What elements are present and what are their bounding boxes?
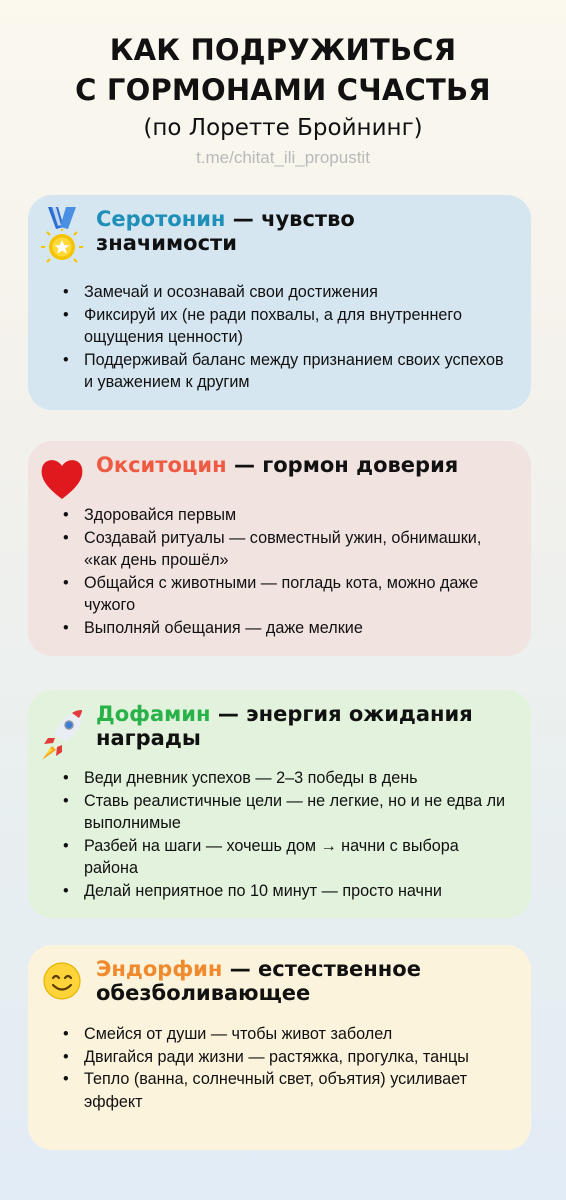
- list-item: • Разбей на шаги — хочешь дом → начни с выбора района: [63, 836, 459, 877]
- heading-rest: — чувство: [225, 207, 355, 231]
- heart-icon: [38, 447, 86, 507]
- tips-list: [60, 281, 515, 394]
- list-item: • Веди дневник успехов — 2–3 победы в день: [63, 769, 418, 787]
- list-item: • Делай неприятное по 10 минут — просто начни: [63, 881, 442, 900]
- card-endorphin: [28, 945, 531, 1150]
- rocket-icon: [38, 704, 86, 764]
- hormone-name: Дофамин: [96, 702, 211, 726]
- hormone-name: Эндорфин: [96, 957, 223, 981]
- list-item: • Ставь реалистичные цели — не легкие, но и не едва ли выполнимые: [63, 791, 506, 832]
- hormone-name: Окситоцин: [96, 453, 227, 477]
- card-heading: [96, 453, 511, 477]
- medal-icon: [38, 205, 86, 265]
- heading-rest: — естественное: [222, 957, 421, 981]
- heading-rest: — энергия ожидания: [210, 702, 473, 726]
- smiley-icon: [38, 951, 86, 1011]
- hormone-name: Серотонин: [96, 207, 226, 231]
- card-dopamine: [28, 690, 531, 918]
- list-item: • Выполняй обещания — даже мелкие: [63, 618, 363, 637]
- title-line-2: С ГОРМОНАМИ СЧАСТЬЯ: [75, 73, 491, 107]
- tips-list: [60, 504, 515, 639]
- tips-list: [60, 767, 515, 902]
- list-item: • Тепло (ванна, солнечный свет, объятия) усиливает эффект: [63, 1070, 468, 1111]
- subtitle: (по Лоретте Бройнинг): [143, 115, 423, 141]
- page-title: [0, 30, 566, 110]
- heading-rest: — гормон доверия: [226, 453, 459, 477]
- card-heading: [96, 207, 511, 255]
- list-item: • Общайся с животными — погладь кота, можно даже чужого: [63, 573, 479, 614]
- title-line-1: КАК ПОДРУЖИТЬСЯ: [109, 33, 457, 67]
- card-oxytocin: [28, 441, 531, 656]
- list-item: • Поддерживай баланс между признанием своих успехов и уважением к другим: [63, 350, 504, 391]
- heading-rest-line2: значимости: [96, 231, 237, 255]
- channel-link[interactable]: t.me/chitat_ili_propustit: [196, 148, 370, 167]
- list-item: • Замечай и осознавай свои достижения: [63, 283, 378, 301]
- card-heading: [96, 957, 511, 1005]
- tips-list: [60, 1023, 515, 1113]
- header: [0, 30, 566, 168]
- card-heading: [96, 702, 511, 750]
- list-item: • Фиксируй их (не ради похвалы, а для внутреннего ощущения ценности): [63, 305, 462, 346]
- list-item: • Здоровайся первым: [63, 506, 237, 524]
- list-item: • Двигайся ради жизни — растяжка, прогулка, танцы: [63, 1047, 469, 1066]
- list-item: • Создавай ритуалы — совместный ужин, обнимашки, «как день прошёл»: [63, 528, 482, 569]
- list-item: • Смейся от души — чтобы живот заболел: [63, 1025, 393, 1043]
- heading-rest-line2: награды: [96, 726, 201, 750]
- heading-rest-line2: обезболивающее: [96, 981, 311, 1005]
- card-serotonin: [28, 195, 531, 410]
